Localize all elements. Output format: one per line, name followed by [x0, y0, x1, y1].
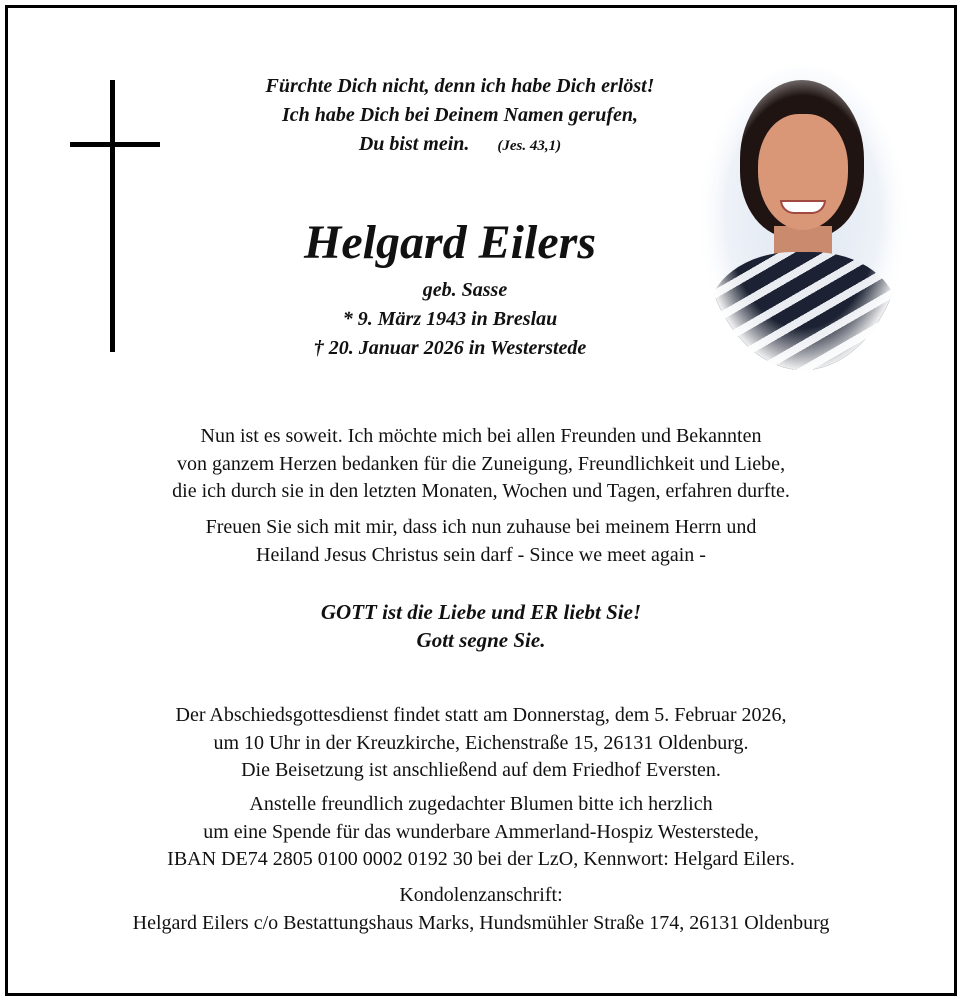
verse-line-3: [180, 130, 740, 161]
condolence-heading: Kondolenzanschrift:: [399, 884, 563, 906]
blessing-line-2: Gott segne Sie.: [416, 628, 546, 652]
portrait-vignette: [700, 66, 906, 370]
service-line-3: Die Beisetzung ist anschließend auf dem Friedhof Eversten.: [241, 759, 721, 781]
thanks-line-3: die ich durch sie in den letzten Monaten, Wochen und Tagen, erfahren durfte.: [172, 480, 790, 502]
condolence-address: [20, 882, 942, 937]
verse-line-2: Ich habe Dich bei Deinem Namen gerufen,: [281, 104, 639, 126]
verse-line-3-text: Du bist mein.: [358, 133, 470, 155]
death-date: † 20. Januar 2026 in Westerstede: [313, 337, 587, 359]
verse-reference: (Jes. 43,1): [497, 138, 562, 154]
thanks-line-1: Nun ist es soweit. Ich möchte mich bei allen Freunden und Bekannten: [200, 425, 762, 447]
bible-verse: [180, 72, 740, 161]
donation-info: [20, 791, 942, 874]
portrait-photo: [700, 66, 906, 370]
deceased-name: Helgard Eilers: [303, 216, 596, 269]
maiden-name: geb. Sasse: [422, 279, 508, 301]
donation-line-1: Anstelle freundlich zugedachter Blumen bitte ich herzlich: [249, 793, 713, 815]
faith-line-1: Freuen Sie sich mit mir, dass ich nun zuhause bei meinem Herrn und: [205, 516, 757, 538]
blessing: [20, 598, 942, 654]
cross-icon: [110, 80, 115, 352]
service-line-2: um 10 Uhr in der Kreuzkirche, Eichenstraße 15, 26131 Oldenburg.: [213, 731, 749, 754]
faith-paragraph: [20, 514, 942, 569]
thanks-line-2: von ganzem Herzen bedanken für die Zuneigung, Freundlichkeit und Liebe,: [176, 452, 786, 475]
blessing-line-1: GOTT ist die Liebe und ER liebt Sie!: [320, 600, 642, 624]
faith-line-2: Heiland Jesus Christus sein darf - Since we meet again -: [256, 543, 706, 566]
cross-icon-bar: [70, 142, 160, 147]
verse-line-1: Fürchte Dich nicht, denn ich habe Dich erlöst!: [265, 75, 655, 97]
condolence-address-line: Helgard Eilers c/o Bestattungshaus Marks, Hundsmühler Straße 174, 26131 Oldenburg: [132, 911, 830, 934]
deceased-dates: [240, 276, 660, 363]
birth-date: * 9. März 1943 in Breslau: [342, 308, 558, 330]
thanks-paragraph: [20, 423, 942, 506]
service-info: [20, 702, 942, 785]
donation-line-3: IBAN DE74 2805 0100 0002 0192 30 bei der LzO, Kennwort: Helgard Eilers.: [167, 848, 795, 870]
donation-line-2: um eine Spende für das wunderbare Ammerland-Hospiz Westerstede,: [203, 820, 759, 843]
service-line-1: Der Abschiedsgottesdienst findet statt am Donnerstag, dem 5. Februar 2026,: [175, 704, 787, 726]
